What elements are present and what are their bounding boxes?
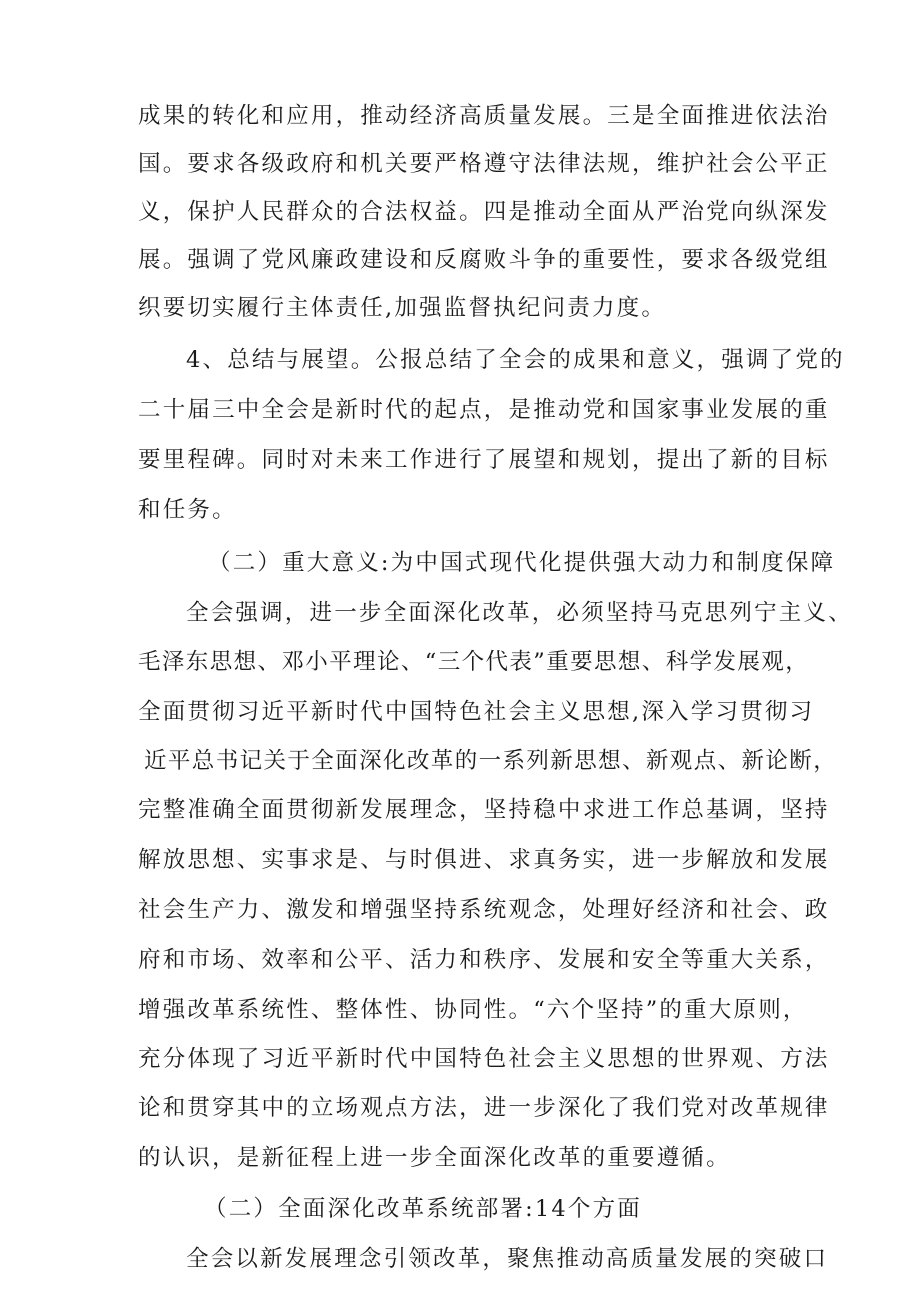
paragraph-line: 论和贯穿其中的立场观点方法，进一步深化了我们党对改革规律 bbox=[138, 1095, 830, 1121]
paragraph-line: 展。强调了党风廉政建设和反腐败斗争的重要性，要求各级党组 bbox=[138, 247, 830, 273]
paragraph-line: 完整准确全面贯彻新发展理念，坚持稳中求进工作总基调，坚持 bbox=[138, 797, 830, 823]
paragraph-line: 增强改革系统性、整体性、协同性。“六个坚持”的重大原则， bbox=[138, 997, 808, 1023]
paragraph-line: 成果的转化和应用，推动经济高质量发展。三是全面推进依法治 bbox=[138, 103, 830, 129]
paragraph-line: 国。要求各级政府和机关要严格遵守法律法规，维护社会公平正 bbox=[138, 151, 830, 177]
paragraph-line: 府和市场、效率和公平、活力和秩序、发展和安全等重大关系， bbox=[138, 947, 830, 973]
section-heading: （二）全面深化改革系统部署:14个方面 bbox=[204, 1196, 643, 1222]
paragraph-line: 4、总结与展望。公报总结了全会的成果和意义，强调了党的 bbox=[186, 347, 845, 373]
paragraph-line: 全会以新发展理念引领改革，聚焦推动高质量发展的突破口 bbox=[186, 1246, 829, 1272]
paragraph-line: 近平总书记关于全面深化改革的一系列新思想、新观点、新论断， bbox=[144, 748, 838, 774]
paragraph-line: 毛泽东思想、邓小平理论、“三个代表”重要思想、科学发展观， bbox=[138, 649, 810, 675]
paragraph-line: 义，保护人民群众的合法权益。四是推动全面从严治党向纵深发 bbox=[138, 199, 830, 225]
paragraph-line: 充分体现了习近平新时代中国特色社会主义思想的世界观、方法 bbox=[138, 1046, 830, 1072]
paragraph-line: 和任务。 bbox=[138, 497, 237, 523]
section-heading: （二）重大意义:为中国式现代化提供强大动力和制度保障 bbox=[208, 550, 836, 576]
paragraph-line: 织要切实履行主体责任,加强监督执纪问责力度。 bbox=[138, 295, 667, 321]
paragraph-line: 的认识，是新征程上进一步全面深化改革的重要遵循。 bbox=[138, 1145, 731, 1171]
paragraph-line: 社会生产力、激发和增强坚持系统观念，处理好经济和社会、政 bbox=[138, 897, 830, 923]
paragraph-line: 全会强调，进一步全面深化改革，必须坚持马克思列宁主义、 bbox=[186, 600, 853, 626]
paragraph-line: 解放思想、实事求是、与时俱进、求真务实，进一步解放和发展 bbox=[138, 847, 830, 873]
paragraph-line: 全面贯彻习近平新时代中国特色社会主义思想,深入学习贯彻习 bbox=[138, 699, 815, 725]
paragraph-line: 二十届三中全会是新时代的起点，是推动党和国家事业发展的重 bbox=[138, 397, 830, 423]
paragraph-line: 要里程碑。同时对未来工作进行了展望和规划，提出了新的目标 bbox=[138, 447, 830, 473]
